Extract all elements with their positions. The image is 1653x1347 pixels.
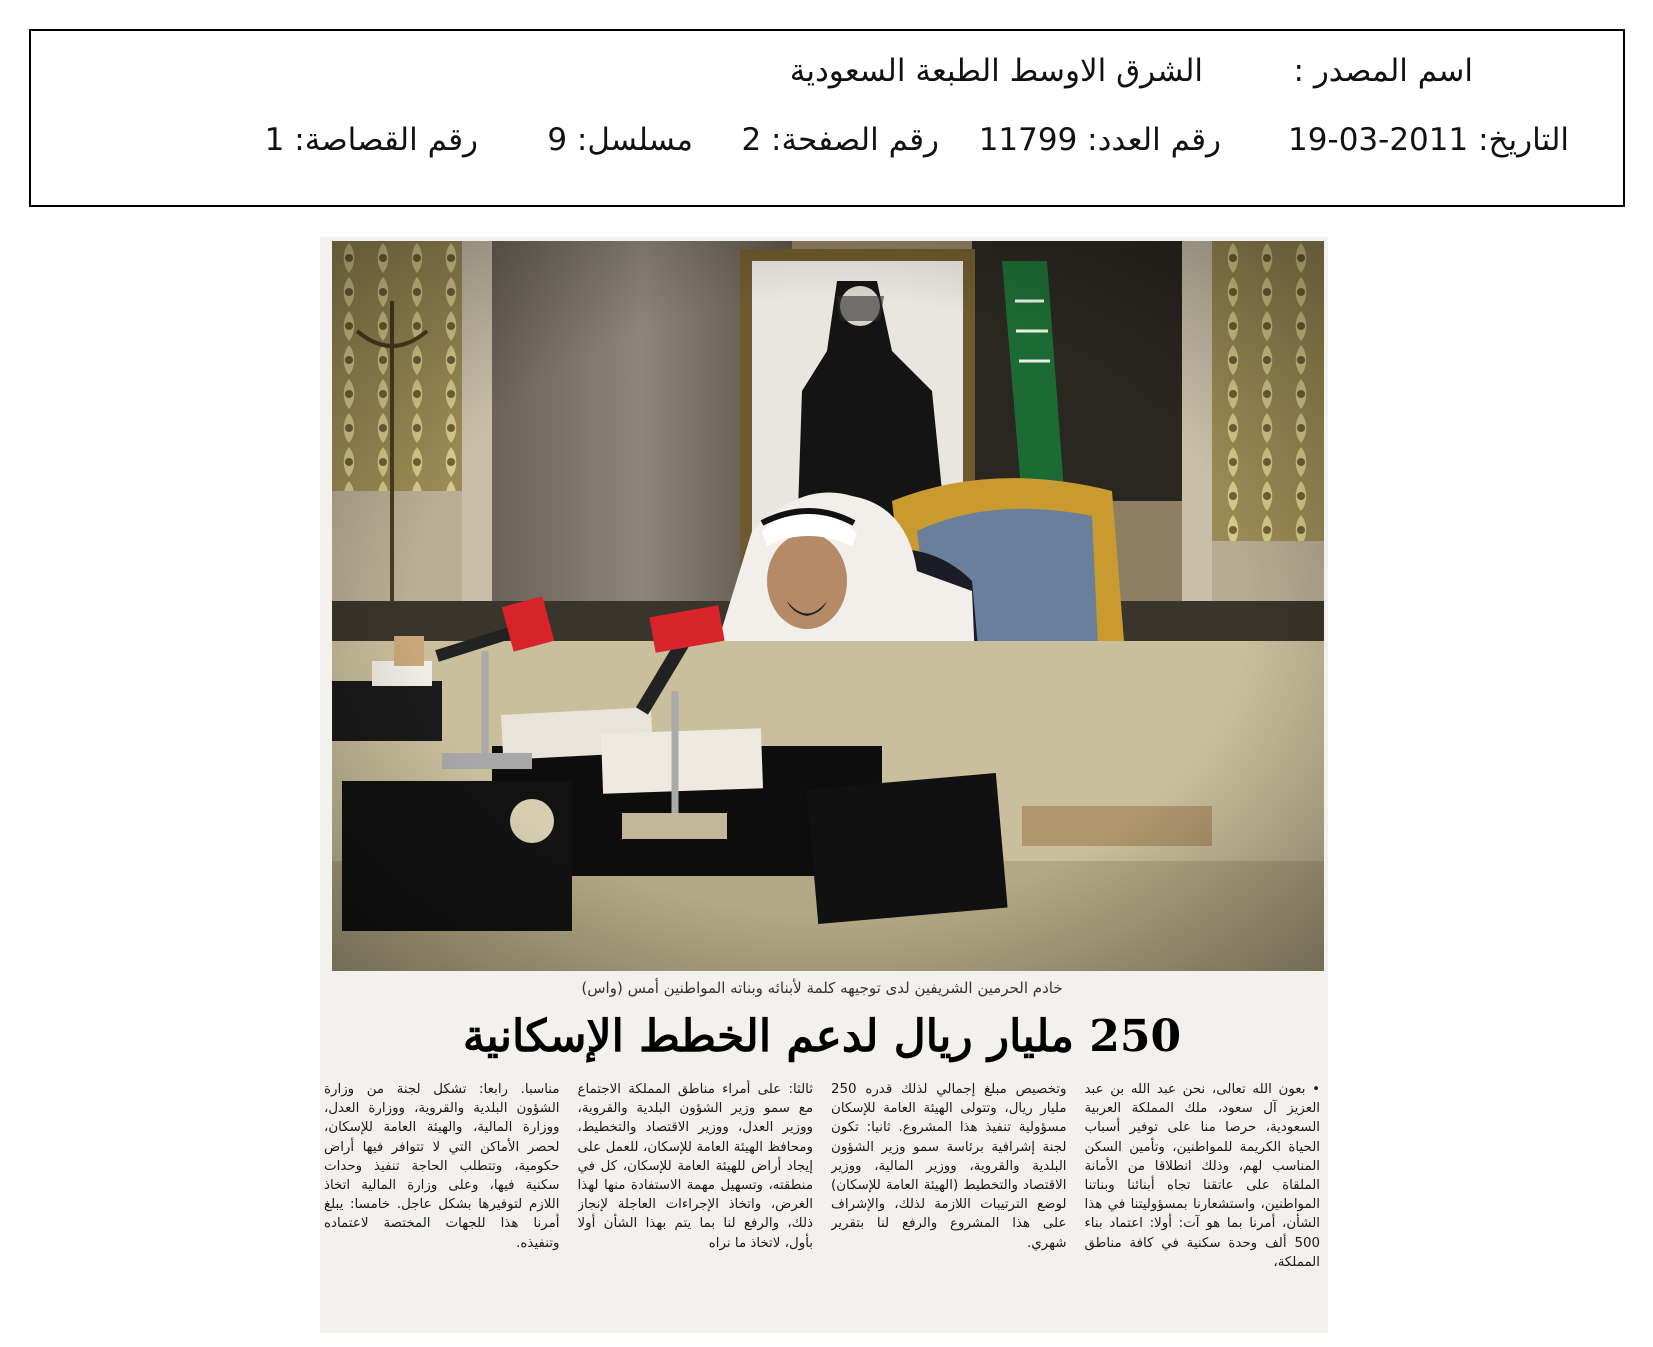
- article-column: [1085, 1080, 1321, 1330]
- column-text: • بعون الله تعالى، نحن عبد الله بن عبد العزيز آل سعود، ملك المملكة العربية السعودية، حرصا منا على توفير أسباب الحياة الكريمة للمواطنين، وتأمين السكن المناسب لهم، وذلك انطلاقا من الأمانة الملقاة على عاتقنا تجاه أبنائنا وبناتنا المواطنين، واستشعارنا بمسؤوليتنا في هذا الشأن، أمرنا بما هو آت: أولا: اعتماد بناء 500 ألف وحدة سكنية في كافة مناطق المملكة،: [1084, 1082, 1320, 1270]
- photo-caption: خادم الحرمين الشريفين لدى توجيهه كلمة لأبنائه وبناته المواطنين أمس (واس): [581, 979, 1063, 997]
- serial-number: مسلسل: 9: [547, 122, 693, 158]
- source-label: اسم المصدر :: [1293, 53, 1473, 89]
- clipping-header-box: [29, 29, 1625, 207]
- article-column: [831, 1080, 1067, 1330]
- clip-number: رقم القصاصة: 1: [264, 122, 478, 158]
- newspaper-clipping: [320, 237, 1328, 1333]
- article-body: [324, 1080, 1320, 1330]
- article-headline: 250 مليار ريال لدعم الخطط الإسكانية: [462, 1011, 1182, 1062]
- column-text: مناسبا. رابعا: تشكل لجنة من وزارة الشؤون البلدية والقروية، ووزارة العدل، ووزارة المالية، والهيئة العامة للإسكان، لحصر الأماكن التي لا تتوافر فيها أراض حكومية، وتتطلب الحاجة تنفيذ وحدات سكنية فيها، وعلى وزارة المالية اتخاذ اللازم لتوفيرها بشكل عاجل. خامسا: يبلغ أمرنا هذا للجهات المختصة لاعتماده وتنفيذه.: [324, 1082, 560, 1251]
- issue-number: رقم العدد: 11799: [978, 122, 1221, 158]
- article-column: [578, 1080, 814, 1330]
- article-column: [324, 1080, 560, 1330]
- column-text: وتخصيص مبلغ إجمالي لذلك قدره 250 مليار ريال، وتتولى الهيئة العامة للإسكان مسؤولية تنفيذ هذا المشروع. ثانيا: تكون لجنة إشرافية برئاسة سمو وزير الشؤون البلدية والقروية، ووزير المالية، ووزير الاقتصاد والتخطيط (الهيئة العامة للإسكان) لوضع الترتيبات اللازمة لذلك، والإشراف على هذا المشروع والرفع لنا بتقرير شهري.: [831, 1082, 1067, 1251]
- source-value: الشرق الاوسط الطبعة السعودية: [789, 53, 1203, 89]
- page-number: رقم الصفحة: 2: [741, 122, 939, 158]
- column-text: ثالثا: على أمراء مناطق المملكة الاجتماع مع سمو وزير الشؤون البلدية والقروية، ووزير العدل، ووزير الاقتصاد والتخطيط، ومحافظ الهيئة العامة للإسكان، للعمل على إيجاد أراض للهيئة العامة للإسكان، كل في منطقته، وتسهيل مهمة الاستفادة منها لهذا الغرض، واتخاذ الإجراءات العاجلة لإنجاز ذلك، والرفع لنا بما يتم بهذا الشأن أولا بأول، لاتخاذ ما نراه: [577, 1082, 813, 1251]
- date-field: التاريخ: 2011-03-19: [1288, 122, 1569, 158]
- article-photo: [332, 241, 1324, 971]
